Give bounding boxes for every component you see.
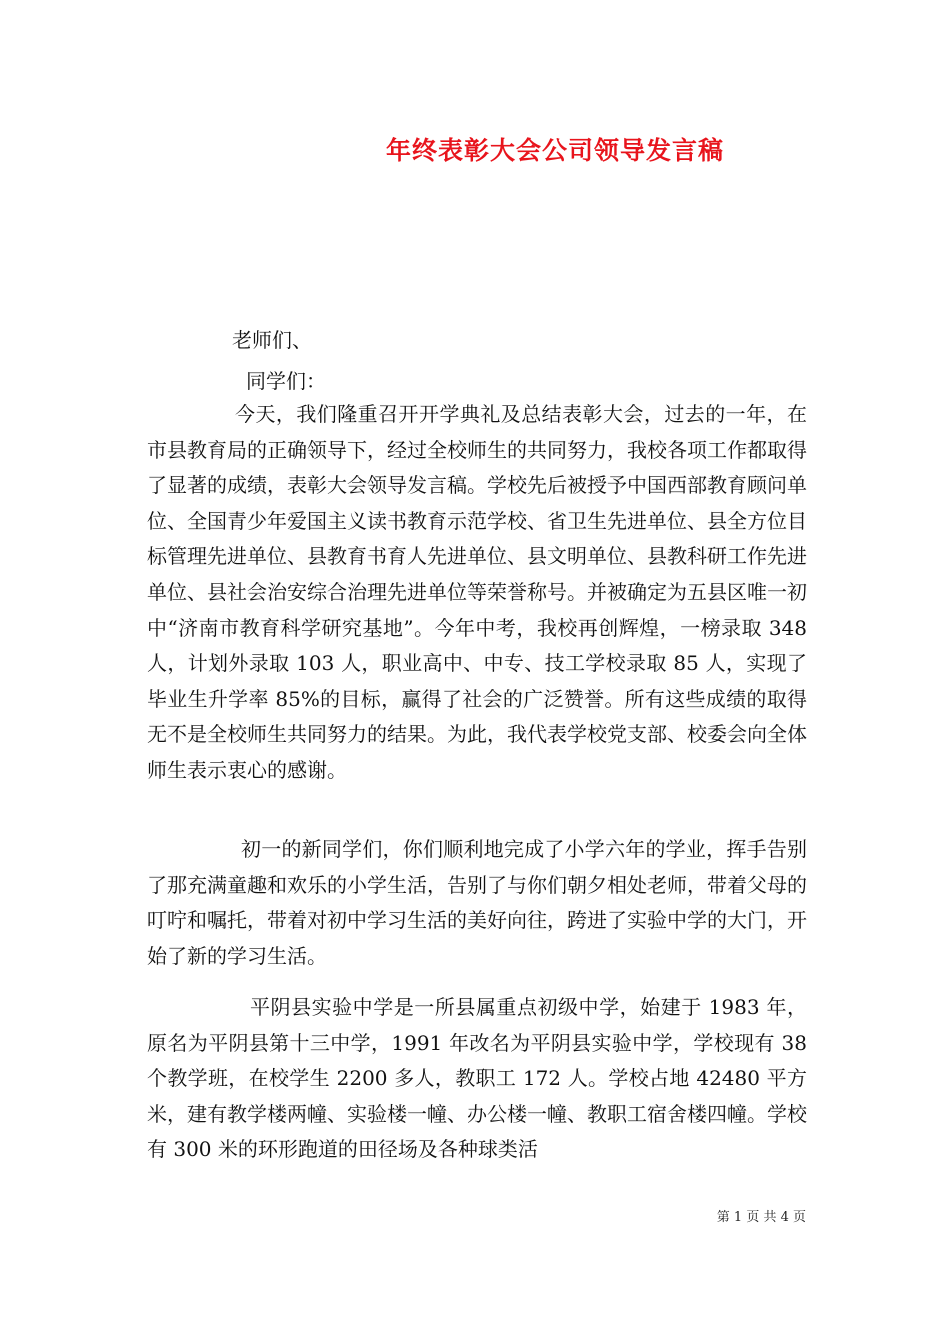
salutation-students: 同学们： — [246, 369, 326, 393]
body-paragraph: 平阴县实验中学是一所县属重点初级中学，始建于 1983 年，原名为平阴县第十三中学，1991 年改名为平阴县实验中学，学校现有 38 个教学班，在校学生 2200 多人，教职工 172 人。学校占地 42480 平方米，建有教学楼两幢、实验楼一幢、办公楼一幢、教职工宿舍楼四幢。学校有 300 米的环形跑道的田径场及各种球类活 — [147, 995, 807, 1162]
body-paragraph: 今天，我们隆重召开开学典礼及总结表彰大会，过去的一年，在市县教育局的正确领导下，经过全校师生的共同努力，我校各项工作都取得了显著的成绩，表彰大会领导发言稿。学校先后被授予中国西部教育顾问单位、全国青少年爱国主义读书教育示范学校、省卫生先进单位、县全方位目标管理先进单位、县教育书育人先进单位、县文明单位、县教科研工作先进单位、县社会治安综合治理先进单位等荣誉称号。并被确定为五县区唯一初中“济南市教育科学研究基地”。今年中考，我校再创辉煌，一榜录取 348 人，计划外录取 103 人，职业高中、中专、技工学校录取 85 人，实现了毕业生升学率 85%的目标，赢得了社会的广泛赞誉。所有这些成绩的取得无不是全校师生共同努力的结果。为此，我代表学校党支部、校委会向全体师生表示衷心的感谢。 — [147, 402, 807, 782]
document-title: 年终表彰大会公司领导发言稿 — [385, 136, 724, 165]
body-paragraph: 初一的新同学们，你们顺利地完成了小学六年的学业，挥手告别了那充满童趣和欢乐的小学生活，告别了与你们朝夕相处老师，带着父母的叮咛和嘱托，带着对初中学习生活的美好向往，跨进了实验中学的大门，开始了新的学习生活。 — [147, 837, 807, 968]
salutation-teachers: 老师们、 — [232, 328, 312, 352]
page-footer: 第 1 页 共 4 页 — [716, 1210, 806, 1225]
